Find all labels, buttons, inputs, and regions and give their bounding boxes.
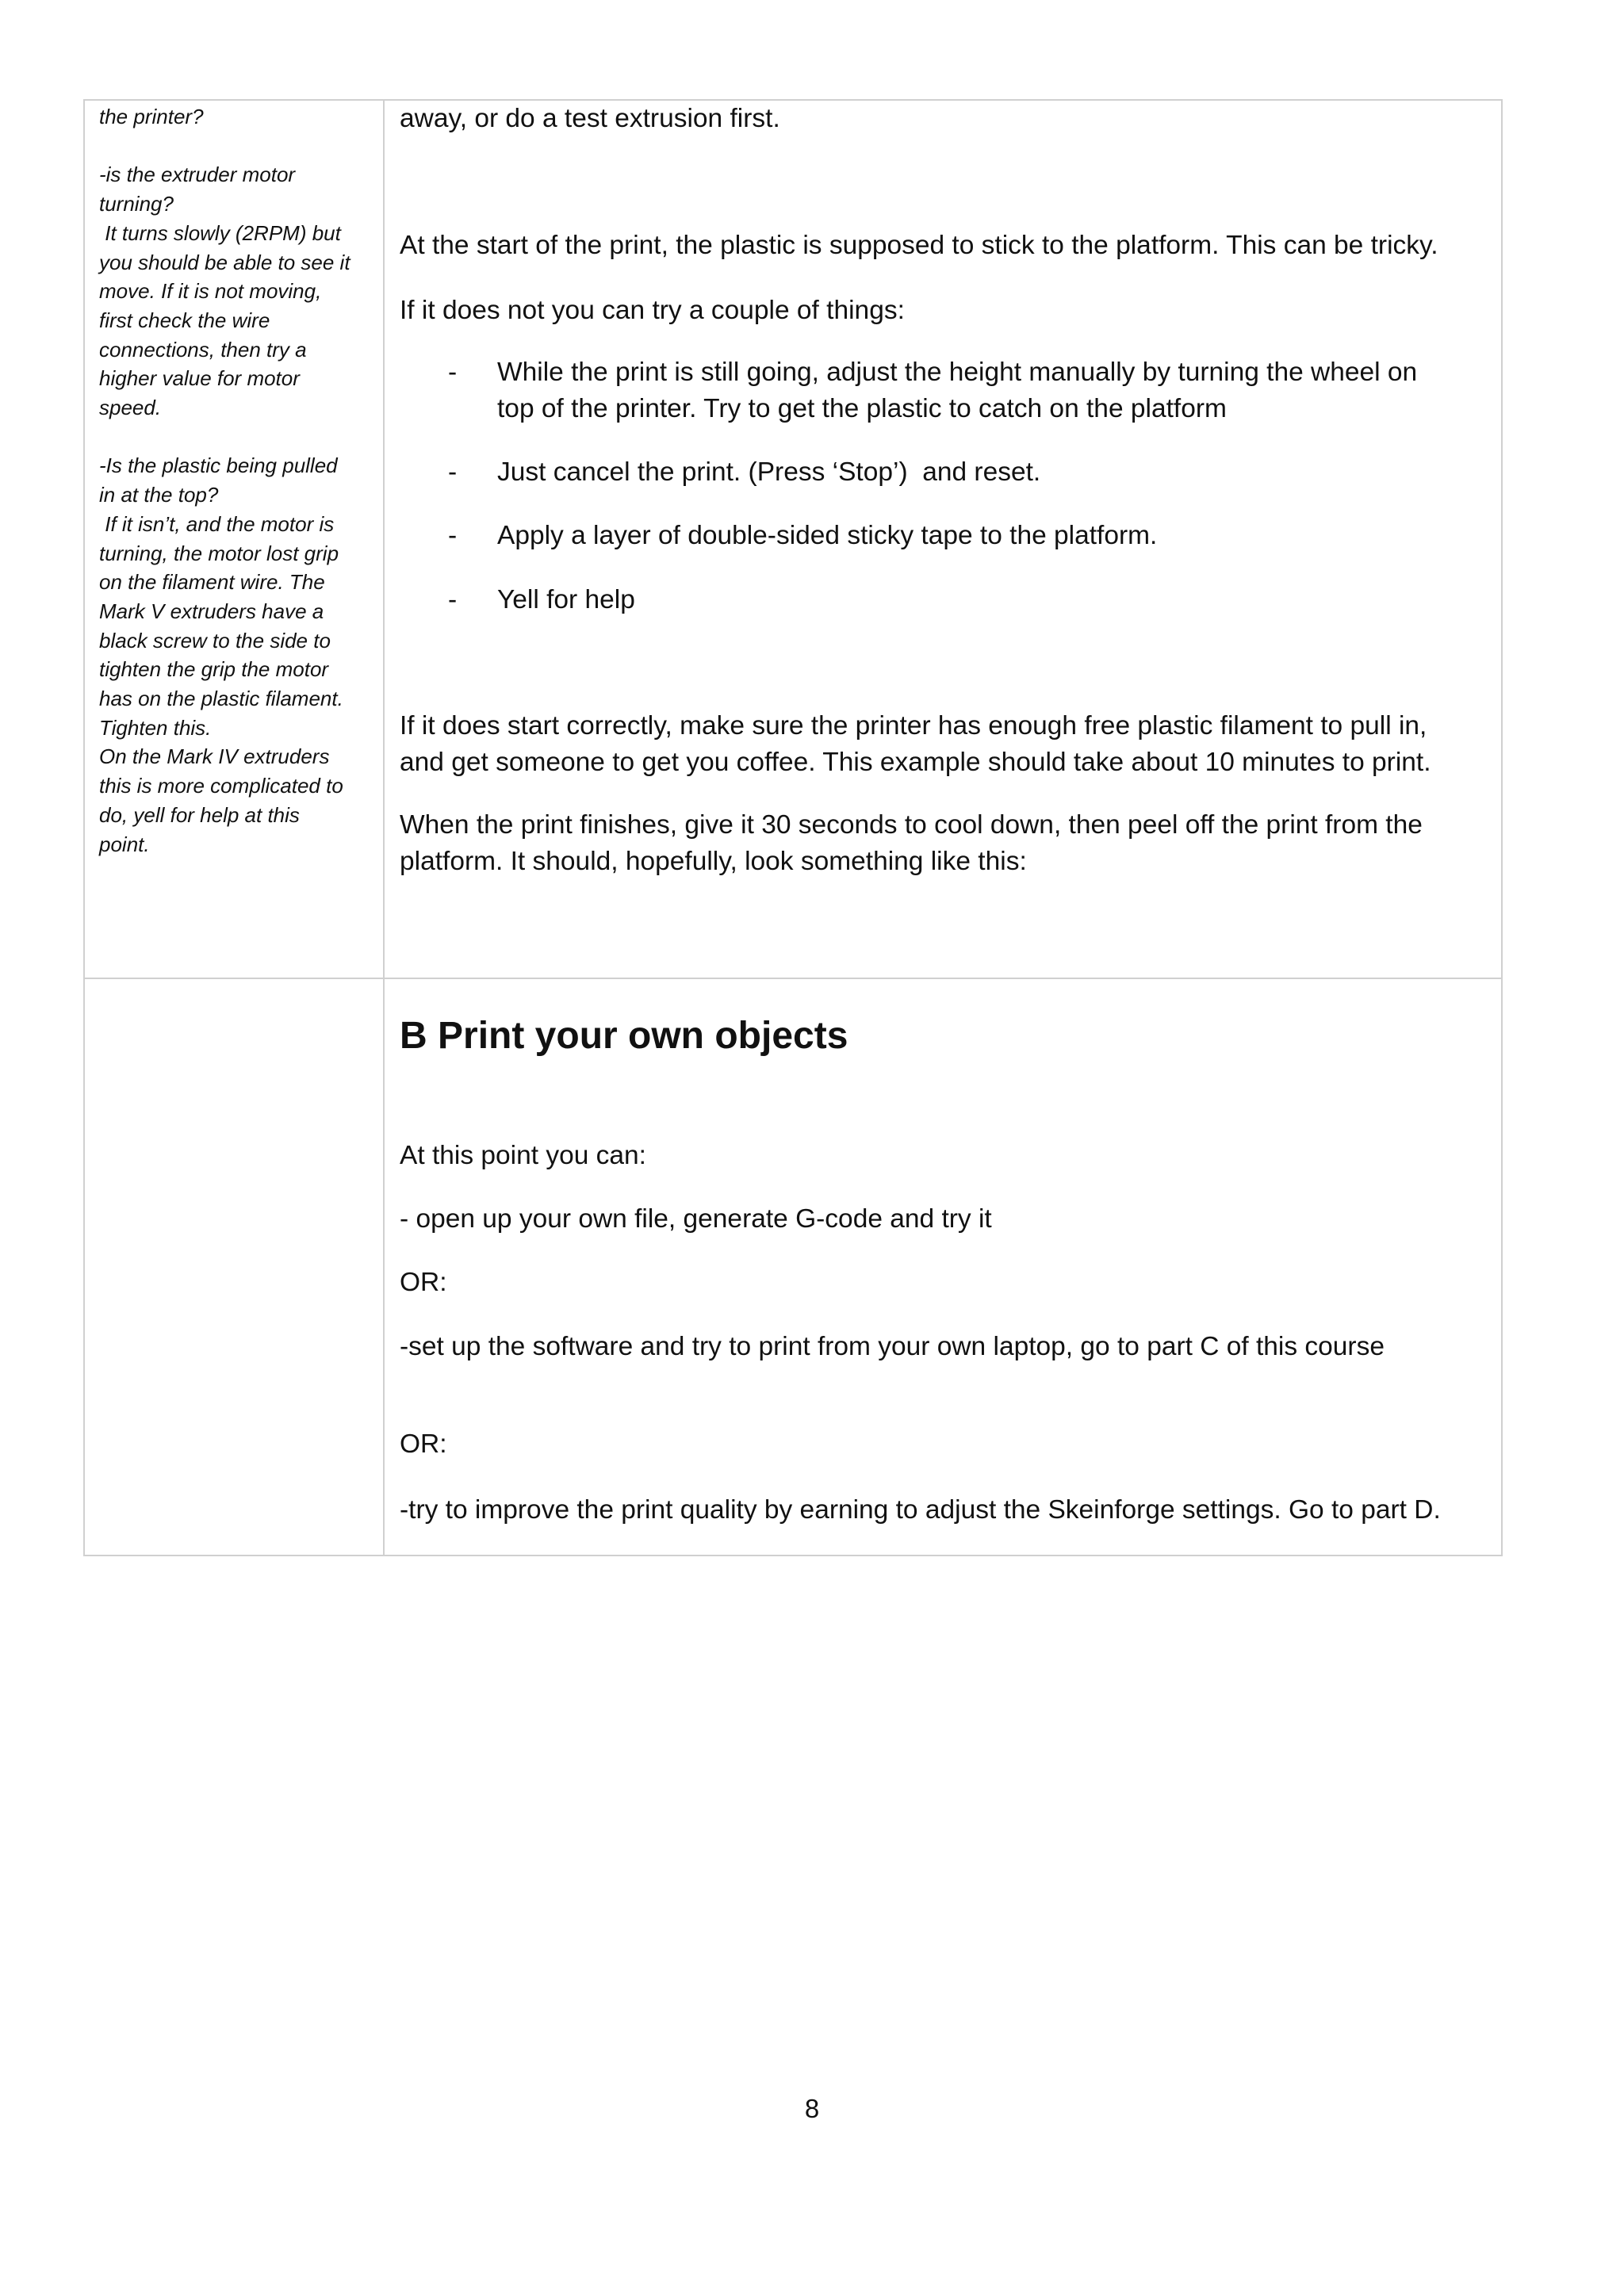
or-separator: OR: [400,1268,447,1297]
note-line: on the filament wire. The [99,570,325,595]
note-line: It turns slowly (2RPM) but [99,220,341,245]
bullet-text: Apply a layer of double-sided sticky tape to the platform. [497,521,1158,550]
bullet-dash: - [448,521,458,550]
note-line: Mark V extruders have a [99,599,324,623]
bullet-text: Yell for help [497,585,635,614]
option-text: - open up your own file, generate G-code and try it [400,1204,992,1234]
bullet-dash: - [448,358,458,387]
try-intro: If it does not you can try a couple of things: [400,296,905,325]
note-line: If it isn’t, and the motor is [99,511,335,536]
note-line: Tighten this. [99,715,212,740]
note-line: the printer? [99,105,204,128]
page-number: 8 [804,2094,820,2123]
note-line: speed. [99,396,162,420]
note-line: point. [99,832,150,856]
finish-line: platform. It should, hopefully, look something like this: [400,847,1027,876]
table-row [85,101,1501,978]
bullet-text: top of the printer. Try to get the plastic to catch on the platform [497,394,1227,423]
or-separator: OR: [400,1429,447,1459]
note-line: move. If it is not moving, [99,279,322,304]
note-line: tighten the grip the motor [99,657,329,682]
start-correct-line: If it does start correctly, make sure the printer has enough free plastic filament to pull in, [400,711,1427,740]
bullet-item [448,354,1417,427]
section-heading: B Print your own objects [400,1015,848,1057]
option-text: -set up the software and try to print from your own laptop, go to part C of this course [400,1332,1385,1361]
note-line: this is more complicated to [99,774,343,798]
bullet-text: Just cancel the print. (Press ‘Stop’) and reset. [497,457,1041,487]
bullet-dash: - [448,457,458,487]
note-line: first check the wire [99,308,270,332]
continued-line: away, or do a test extrusion first. [400,104,780,133]
note-line: connections, then try a [99,337,307,362]
stick-paragraph: At the start of the print, the plastic is supposed to stick to the platform. This can be tricky. [400,231,1438,260]
section-b-cell [385,979,1501,1555]
start-correct-line: and get someone to get you coffee. This example should take about 10 minutes to print. [400,748,1431,777]
note-line: do, yell for help at this [99,802,300,827]
option-text: -try to improve the print quality by earning to adjust the Skeinforge settings. Go to part D. [400,1495,1441,1525]
empty-note-cell [85,979,385,1555]
note-line: black screw to the side to [99,628,331,652]
printing-instructions-cell [385,101,1501,978]
note-line: has on the plastic filament. [99,687,343,711]
finish-line: When the print finishes, give it 30 seconds to cool down, then peel off the print from the [400,810,1423,840]
bullet-item [448,454,1040,491]
note-line: On the Mark IV extruders [99,744,330,769]
bullet-text: While the print is still going, adjust the height manually by turning the wheel on [497,358,1418,387]
note-line: in at the top? [99,483,219,507]
troubleshooting-note-cell [85,101,385,978]
note-line: higher value for motor [99,366,300,391]
bullet-item [448,518,1157,554]
note-line: turning? [99,192,174,216]
bullet-dash: - [448,585,458,614]
note-line: -Is the plastic being pulled [99,453,338,478]
table-row [85,978,1501,1555]
bullet-item [448,582,635,618]
note-line: turning, the motor lost grip [99,541,339,565]
note-line: you should be able to see it [99,250,350,274]
instruction-table [83,99,1503,1556]
section-intro: At this point you can: [400,1141,646,1170]
note-line: -is the extruder motor [99,163,296,187]
